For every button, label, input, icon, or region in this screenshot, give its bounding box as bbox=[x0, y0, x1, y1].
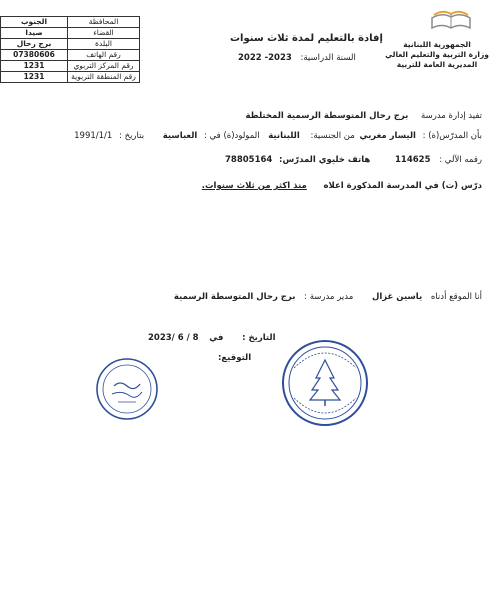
phone-value: 78805164 bbox=[225, 155, 273, 165]
table-cell-label: القضاء bbox=[68, 28, 140, 39]
date-line bbox=[148, 333, 276, 343]
birth-place-value: العباسية bbox=[162, 131, 198, 141]
school-line-prefix: تفيد إدارة مدرسة bbox=[421, 111, 482, 121]
school-name: برج رحال المتوسطة الرسمية المختلطة bbox=[245, 111, 409, 121]
table-row bbox=[1, 39, 140, 50]
director-school: برج رحال المتوسطة الرسمية bbox=[173, 292, 296, 302]
signature-label: التوقيع: bbox=[218, 353, 252, 363]
official-seal bbox=[280, 338, 370, 428]
ministry-line: وزارة التربية والتعليم العالي bbox=[385, 50, 489, 59]
table-row bbox=[1, 28, 140, 39]
table-cell-label: رقم المنطقة التربوية bbox=[68, 72, 140, 83]
teaching-line bbox=[202, 181, 482, 191]
teaching-prefix: درّس (ت) في المدرسة المذكورة اعلاه bbox=[323, 181, 482, 191]
date-value: 2023/ 6 / 8 bbox=[148, 333, 199, 343]
school-year bbox=[238, 53, 356, 63]
school-year-label: السنة الدراسية: bbox=[300, 53, 356, 63]
date-label: التاريخ : bbox=[242, 333, 276, 343]
ministry-book-logo-icon bbox=[428, 8, 474, 32]
signer-line bbox=[174, 292, 482, 302]
signer-prefix: أنا الموقع أدناه bbox=[430, 292, 482, 302]
ministry-line: المديرية العامة للتربية bbox=[396, 60, 478, 69]
teacher-prefix: بأن المدرّس(ة) : bbox=[422, 131, 482, 141]
ministry-header bbox=[382, 40, 492, 70]
table-cell-label: رقم الهاتف bbox=[68, 50, 140, 61]
teaching-duration: منذ اكثر من ثلاث سنوات. bbox=[201, 181, 307, 191]
table-row bbox=[1, 72, 140, 83]
date-in: في bbox=[209, 333, 224, 343]
birth-date-value: 1991/1/1 bbox=[74, 131, 113, 141]
table-row bbox=[1, 50, 140, 61]
table-row bbox=[1, 17, 140, 28]
table-cell-label: المحافظة bbox=[68, 17, 140, 28]
school-year-value: 2022 -2023 bbox=[238, 53, 292, 63]
table-cell-value: الجنوب bbox=[1, 17, 68, 28]
cedar-icon bbox=[310, 360, 340, 400]
table-cell-label: البلدة bbox=[68, 39, 140, 50]
table-cell-value: برج رحال bbox=[1, 39, 68, 50]
id-value: 114625 bbox=[395, 155, 431, 165]
birth-date-label: بتاريخ : bbox=[119, 131, 145, 141]
id-label: رقمه الآلي : bbox=[439, 155, 482, 165]
ministry-line: الجمهورية اللبنانية bbox=[403, 40, 471, 49]
teacher-line bbox=[74, 131, 482, 141]
nationality-value: اللبنانية bbox=[268, 131, 300, 141]
table-row bbox=[1, 61, 140, 72]
table-cell-label: رقم المركز التربوي bbox=[68, 61, 140, 72]
table-cell-value: 1231 bbox=[1, 72, 68, 83]
table-cell-value: صيدا bbox=[1, 28, 68, 39]
school-info-table bbox=[0, 16, 140, 83]
id-line bbox=[225, 155, 482, 165]
table-cell-value: 07380606 bbox=[1, 50, 68, 61]
phone-label: هاتف خليوي المدرّس: bbox=[279, 155, 371, 165]
school-stamp bbox=[94, 356, 160, 422]
birth-place-label: المولود(ة) في : bbox=[204, 131, 260, 141]
document-title: إفادة بالتعليم لمدة ثلاث سنوات bbox=[230, 33, 383, 44]
teacher-name: اليسار مغربي bbox=[359, 131, 416, 141]
nationality-label: من الجنسية: bbox=[310, 131, 355, 141]
signer-name: ياسين غزال bbox=[371, 292, 423, 302]
director-label: مدير مدرسة : bbox=[304, 292, 354, 302]
table-cell-value: 1231 bbox=[1, 61, 68, 72]
school-line bbox=[246, 111, 482, 121]
